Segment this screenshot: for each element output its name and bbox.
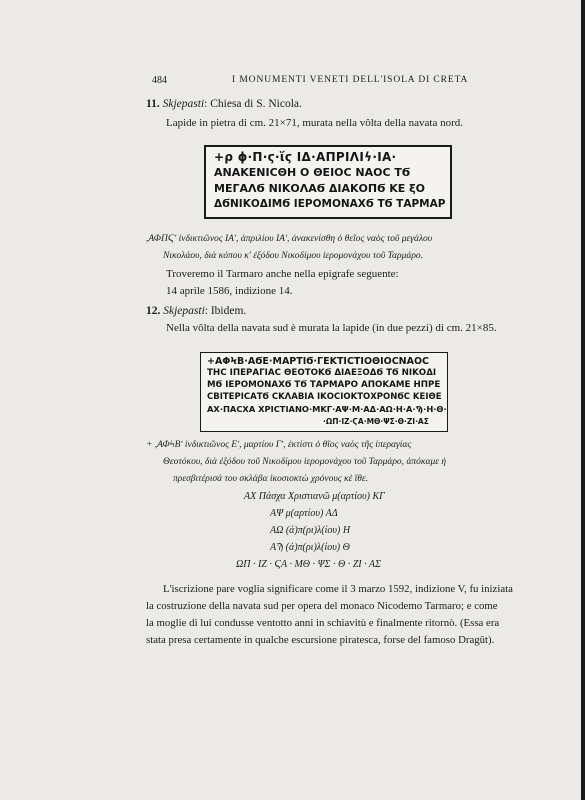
commentary-line: la moglie di lui condusse ventotto anni in schiavitù e finalmente ritornò. (Essa era <box>146 617 500 629</box>
entry-11-note: 14 aprile 1586, indizione 14. <box>166 285 293 297</box>
running-title: I MONUMENTI VENETI DELL'ISOLA DI CRETA <box>232 75 469 85</box>
transcription-12-line: Θεοτόκου, διὰ ἐξόδου τοῦ Νικοδίμου ἱερομονάχου τοῦ Ταρμάρο, ἀπόκαμε ἡ <box>163 457 447 467</box>
entry-12-heading <box>146 305 246 317</box>
transcription-12-date: ΑΩ (ἀ)π(ρι)λ(ίου) Η <box>270 525 351 536</box>
inscription-line: ·ΩΠ·ΙΖ·ϚΑ·ΜΘ·ΨΣ·Θ·ΖΙ·ΑΣ <box>323 417 429 426</box>
entry-location: : Chiesa di S. Nicola. <box>204 98 302 110</box>
entry-number: 11. <box>146 98 160 110</box>
inscription-11-image <box>204 145 452 219</box>
page-edge <box>581 0 585 800</box>
transcription-12-line: + ,ΑΦϞΒʹ ἰνδικτιῶνος Εʹ, μαρτίου Γʹ, ἐκτίστι ὁ θῖος ναὸς τῆς ἰπεραγίας <box>146 440 412 450</box>
transcription-12-date: ΩΠ · ΙΖ · ϚΑ · ΜΘ · ΨΣ · Θ · ΖΙ · ΑΣ <box>236 559 381 570</box>
inscription-12-image <box>200 352 448 432</box>
transcription-12-line: πρεσβιτέρισά του σκλάβα ἰκοσιοκτὼ χρόνους κὲ ἴθε. <box>173 474 369 484</box>
entry-11-description: Lapide in pietra di cm. 21×71, murata nella vôlta della navata nord. <box>166 117 463 129</box>
page-number: 484 <box>152 75 167 86</box>
commentary-line: stata presa certamente in qualche escursione piratesca, forse del famoso Dragût). <box>146 634 495 646</box>
entry-11-heading <box>146 98 302 110</box>
inscription-line: +ρ ϕ·Π·ϛ·ἵϛ ΙΔ·ΑΠΡΙΛΙϟ·ΙΑ· <box>214 150 397 164</box>
inscription-line: ΔϬΝΙΚΟΔΙΜϬ ΙΕΡΟΜΟΝΑΧϬ ΤϬ ΤΑΡΜΑΡ <box>214 198 446 210</box>
entry-location: : Ibidem. <box>204 305 247 317</box>
inscription-line: +ΑΦϞΒ·ΑϬΕ·ΜΑΡΤΙϬ·ΓΕΚΤΙϹΤΙΟΘΙΟϹΝΑΟϹ <box>207 356 430 367</box>
transcription-12-date: ΑΧ Πάσχα Χριστιανῶ μ(αρτίου) ΚΓ <box>244 491 385 502</box>
commentary-line: L'iscrizione pare voglia significare come il 3 marzo 1592, indizione V, fu iniziata <box>163 583 513 595</box>
inscription-line: ΜΕΓΑΛϬ ΝΙΚΟΛΑϬ ΔΙΑΚΟΠϬ ΚΕ ξΟ <box>214 182 425 195</box>
transcription-11-line: ,ΑΦΠϚʹ ἰνδικτιῶνος ΙΑʹ, ἀπριλίου ΙΑʹ, ἀνακενίσθη ὁ θεῖος ναὸς τοῦ μεγάλου <box>146 234 433 244</box>
entry-place: Skjepasti <box>162 98 205 110</box>
commentary-line: la costruzione della navata sud per opera del monaco Nicodemo Tarmaro; e come <box>146 600 498 612</box>
inscription-line: ϹΒΙΤΕΡΙϹΑΤϬ ϹΚΛΑΒΙΑ ΙΚΟϹΙΟΚΤΟΧΡΟΝϬϹ ΚΕΙΘΕ <box>207 392 442 402</box>
entry-12-description: Nella vôlta della navata sud è murata la lapide (in due pezzi) di cm. 21×85. <box>166 322 497 334</box>
transcription-11-line: Νικολάου, διὰ κόπου κ' ἐξόδου Νικοδίμου ἱερομονάχου τοῦ Ταρμάρο. <box>163 251 424 261</box>
inscription-line: ΜϬ ΙΕΡΟΜΟΝΑΧϬ ΤϬ ΤΑΡΜΑΡΟ ΑΠΟΚΑΜΕ ΗΠΡΕ <box>207 380 441 390</box>
transcription-12-date: ΑΨ μ(αρτίου) ΑΔ <box>270 508 338 519</box>
inscription-line: ΑΝΑΚΕΝΙϹΘΗ Ο ΘΕΙΟϹ ΝΑΟϹ ΤϬ <box>214 166 411 179</box>
transcription-12-date: ΑϠ (ἀ)π(ρι)λ(ίου) Θ <box>270 542 350 553</box>
inscription-line: ΤΗϹ ΙΠΕΡΑΓΙΑϹ ΘΕΟΤΟΚϬ ΔΙΑΕΞΟΔϬ ΤϬ ΝΙΚΟΔΙ <box>207 368 437 378</box>
entry-number: 12. <box>146 305 161 317</box>
entry-place: Skjepasti <box>163 305 205 317</box>
entry-11-note: Troveremo il Tarmaro anche nella epigrafe seguente: <box>166 268 399 280</box>
inscription-line: ΑΧ·ΠΑϹΧΑ ΧΡΙϹΤΙΑΝΟ·ΜΚΓ·ΑΨ·Μ·ΑΔ·ΑΩ·Η·Α·Ϡ·Η·Θ· <box>207 404 447 414</box>
